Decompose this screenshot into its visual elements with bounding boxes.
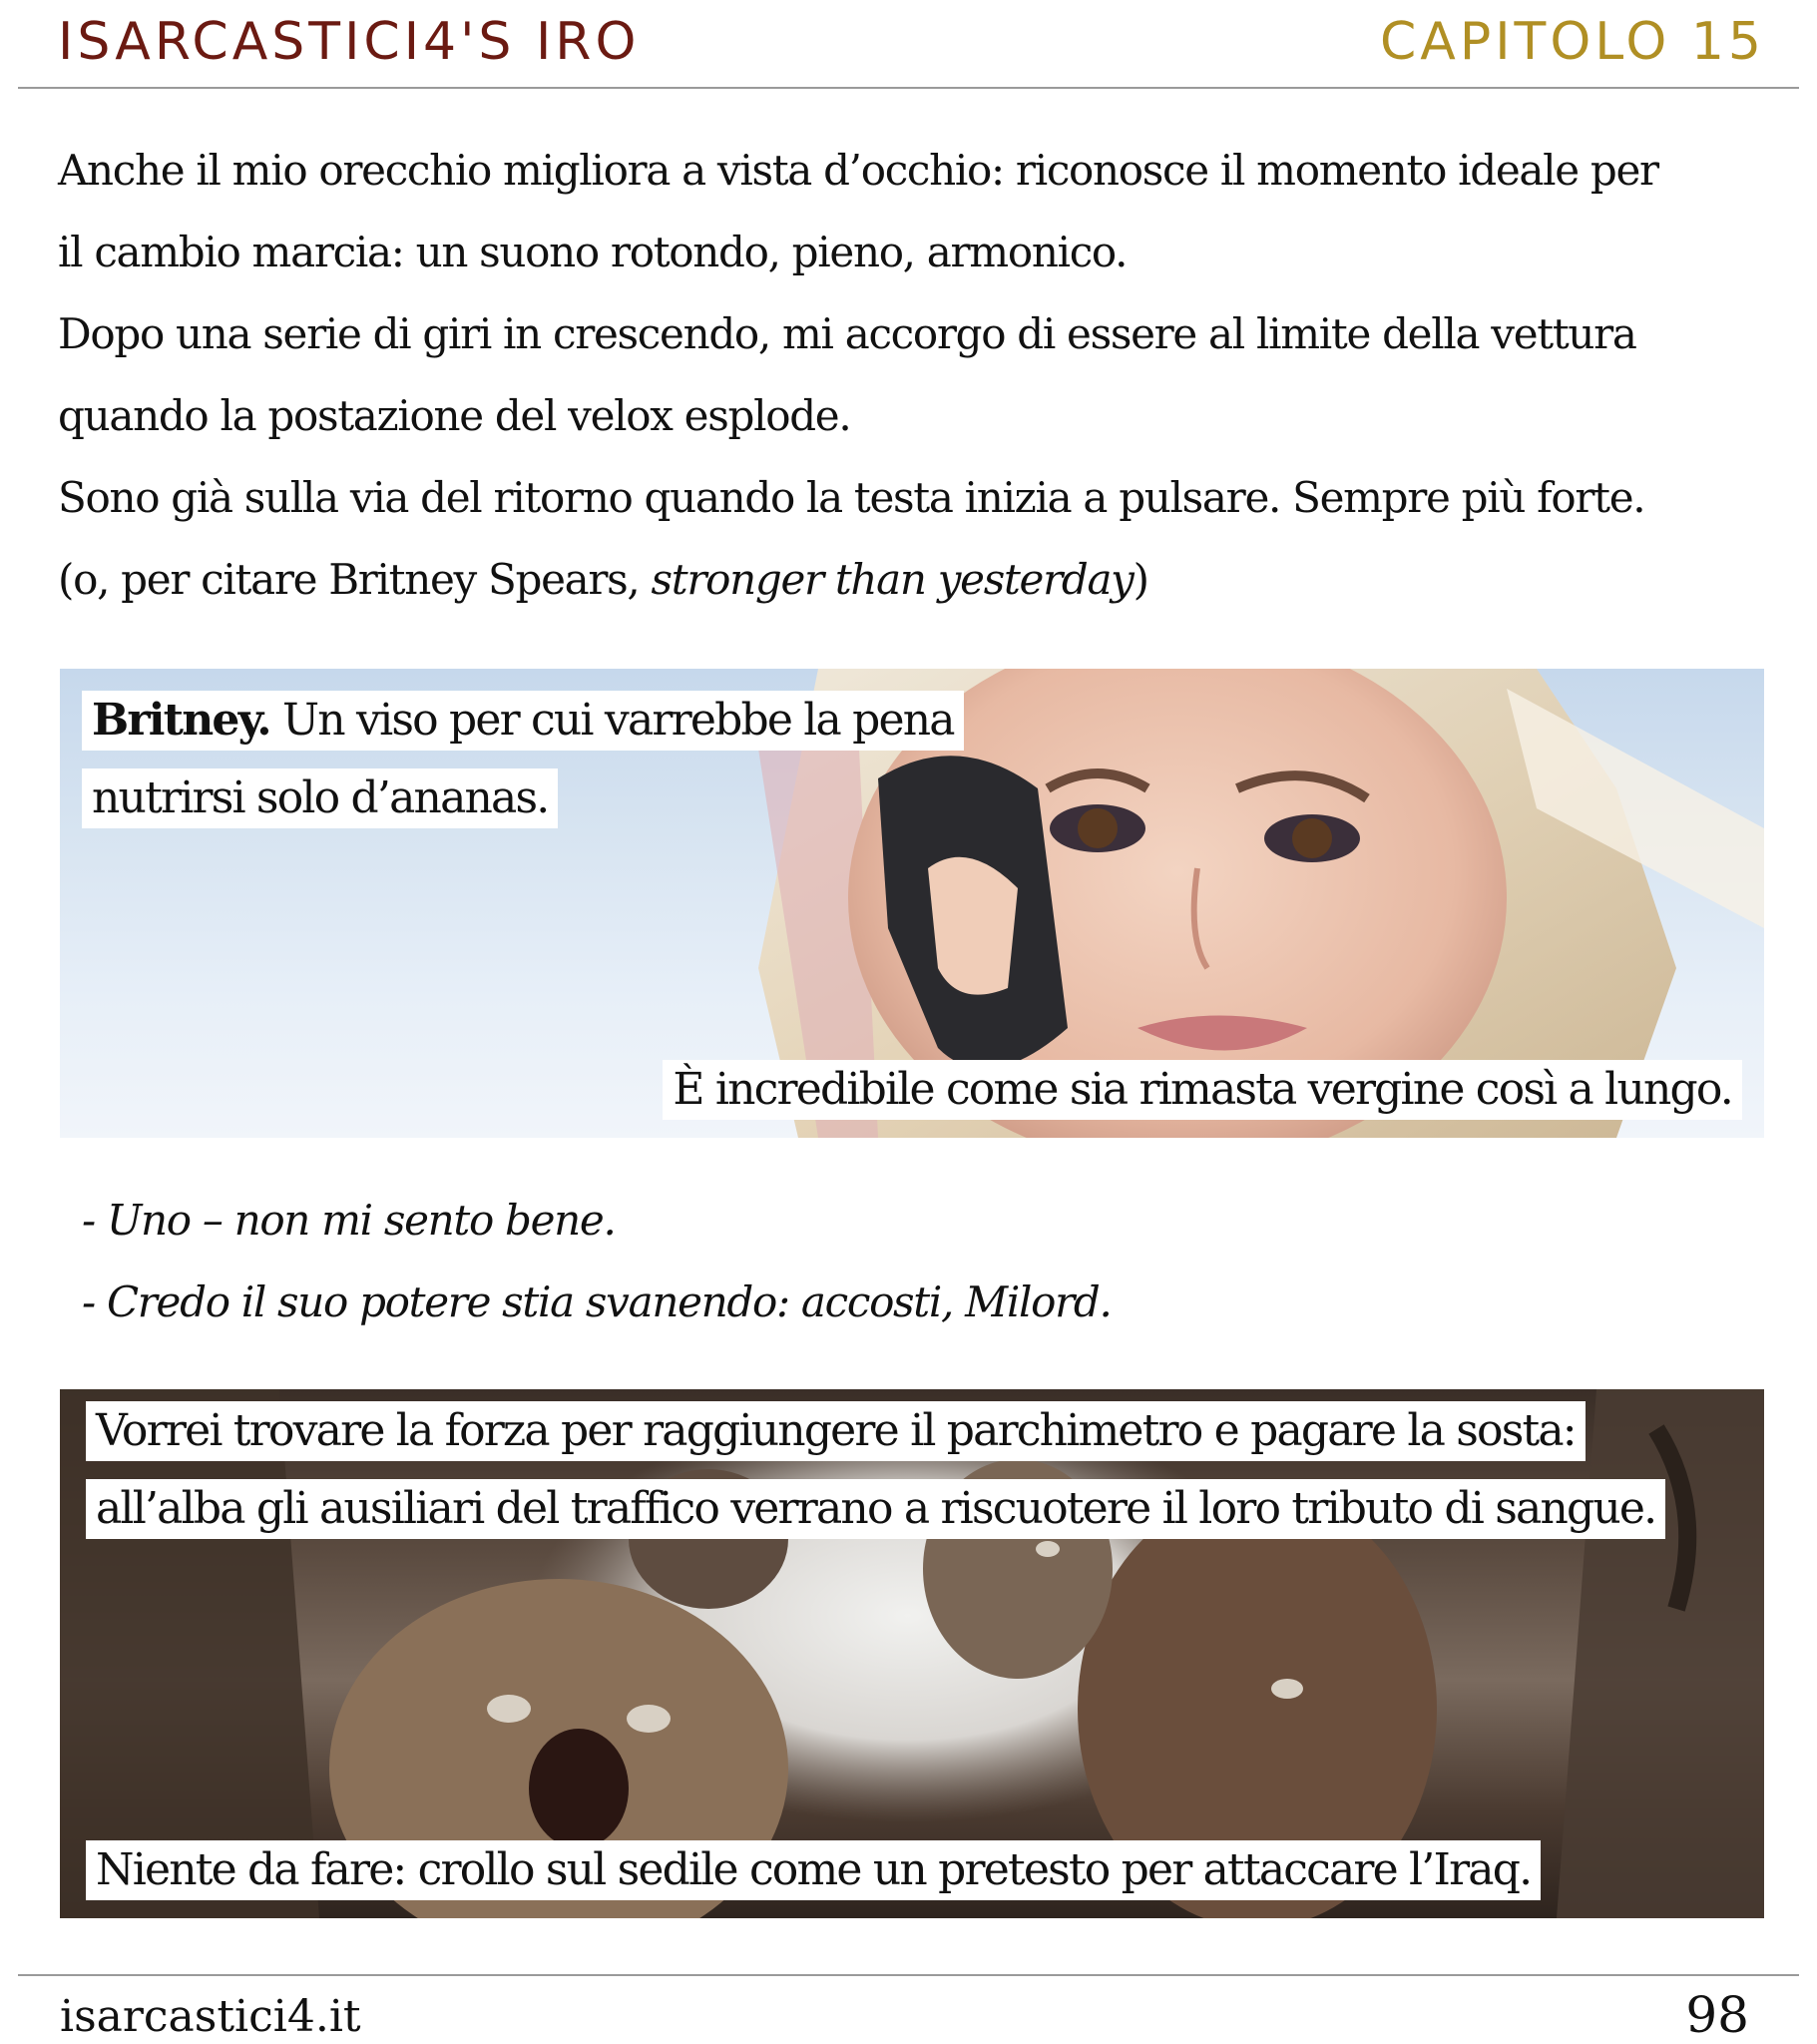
footer-site-url: isarcastici4.it: [60, 1991, 361, 2042]
song-title: stronger than yesterday: [651, 555, 1134, 604]
caption-name-bold: Britney.: [92, 695, 270, 746]
body-line: quando la postazione del velox esplode.: [58, 391, 851, 440]
britney-image-panel: [60, 669, 1764, 1138]
body-line-prefix: (o, per citare Britney Spears,: [58, 555, 652, 604]
page-number: 98: [1685, 1986, 1749, 2044]
chapter-title: CAPITOLO 15: [1379, 12, 1765, 72]
dialog-block: [82, 1180, 1678, 1343]
body-line: Anche il mio orecchio migliora a vista d’occhio: riconosce il momento ideale per: [58, 146, 1658, 195]
book-title: ISARCASTICI4'S IRO: [58, 12, 641, 72]
caption-rest: Un viso per cui varrebbe la pena: [269, 695, 954, 746]
britney-caption-bottom: È incredibile come sia rimasta vergine così a lungo.: [663, 1060, 1742, 1120]
zombie-caption-top-line1: Vorrei trovare la forza per raggiungere il parchimetro e pagare la sosta:: [86, 1401, 1586, 1461]
body-line: il cambio marcia: un suono rotondo, pieno, armonico.: [58, 228, 1128, 276]
body-line: Sono già sulla via del ritorno quando la testa inizia a pulsare. Sempre più forte.: [58, 473, 1645, 522]
dialog-line: - Credo il suo potere stia svanendo: accosti, Milord.: [82, 1278, 1112, 1326]
dialog-line: - Uno – non mi sento bene.: [82, 1196, 616, 1245]
body-line: Dopo una serie di giri in crescendo, mi accorgo di essere al limite della vettura: [58, 309, 1636, 358]
header-divider: [18, 87, 1799, 89]
footer-divider: [18, 1974, 1799, 1976]
zombie-caption-bottom: Niente da fare: crollo sul sedile come un pretesto per attaccare l’Iraq.: [86, 1840, 1541, 1900]
body-line: [58, 539, 1764, 621]
body-text: [58, 130, 1764, 621]
page-header: [0, 0, 1817, 88]
britney-caption-top-line2: nutrirsi solo d’ananas.: [82, 768, 558, 828]
zombies-illustration: [60, 1389, 1764, 1918]
britney-caption-top-line1: [82, 691, 964, 751]
body-line-suffix: ): [1133, 555, 1148, 604]
zombie-image-panel: [60, 1389, 1764, 1918]
zombie-caption-top-line2: all’alba gli ausiliari del traffico verrano a riscuotere il loro tributo di sangue.: [86, 1479, 1665, 1539]
